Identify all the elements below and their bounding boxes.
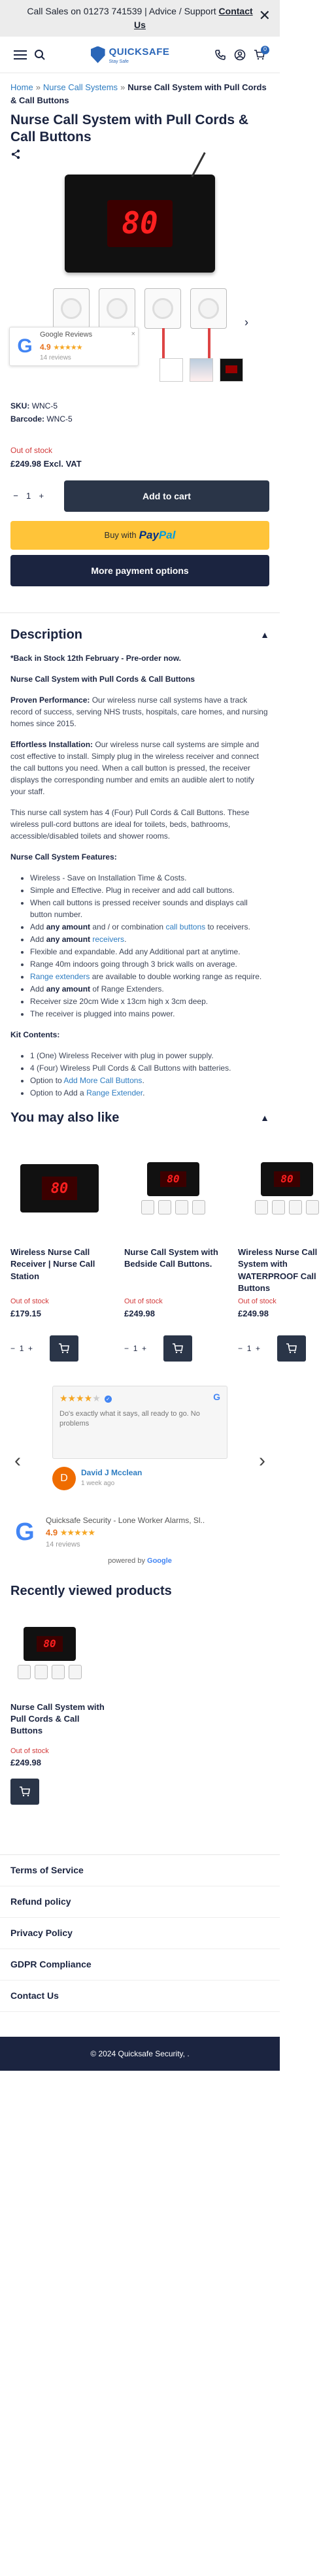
product-card[interactable]: 80 Nurse Call System with Bedside Call Buttons. Out of stock £249.98 − 1 + [124, 1139, 222, 1386]
site-header [0, 37, 280, 73]
cart-count-badge: 0 [261, 46, 269, 54]
avatar: D [52, 1467, 76, 1490]
google-logo-icon: G [17, 335, 33, 358]
product-image[interactable] [0, 170, 280, 333]
sku-row: SKU: WNC-5 [10, 401, 58, 410]
chevron-up-icon: ▲ [260, 629, 269, 640]
review-author[interactable]: David J Mcclean [81, 1468, 143, 1478]
copyright: © 2024 Quicksafe Security, . [0, 2037, 280, 2071]
google-reviews-widget[interactable]: G Google Reviews 4.9 ★★★★★ 14 reviews × [9, 327, 139, 366]
brand-logo[interactable]: QUICKSAFE Stay Safe [91, 45, 170, 65]
contact-us-link[interactable]: Contact Us [134, 6, 253, 30]
receivers-link[interactable]: receivers [92, 935, 125, 945]
add-more-call-buttons-link[interactable]: Add More Call Buttons [63, 1076, 143, 1086]
product-card[interactable]: 80 Nurse Call System with Pull Cords & Call Buttons Out of stock £249.98 [0, 1601, 119, 1805]
thumbnail[interactable] [220, 358, 243, 382]
review-text: Do's exactly what it says, all ready to go. No problems [59, 1410, 200, 1428]
breadcrumb-category[interactable]: Nurse Call Systems [42, 82, 118, 92]
product-price: £249.98 Excl. VAT [10, 458, 82, 469]
close-icon[interactable]: ✕ [258, 7, 271, 24]
product-name[interactable]: Wireless Nurse Call Receiver | Nurse Call Station [10, 1247, 95, 1281]
quantity-stepper[interactable]: − 1 + [238, 1344, 261, 1354]
menu-icon[interactable] [10, 45, 30, 65]
product-name[interactable]: Wireless Nurse Call System with WATERPROOF Call Buttons [238, 1247, 318, 1293]
call-buttons-link[interactable]: call buttons [165, 922, 206, 932]
add-to-cart-button[interactable]: Add to cart [64, 480, 269, 512]
footer-contact-link[interactable]: Contact Us [0, 1981, 280, 2012]
add-to-cart-button[interactable] [10, 1779, 39, 1805]
review-card [52, 1386, 227, 1459]
thumbnail[interactable] [190, 358, 213, 382]
product-name[interactable]: Nurse Call System with Bedside Call Buttons. [124, 1247, 218, 1269]
product-name[interactable]: Nurse Call System with Pull Cords & Call Buttons [10, 1701, 105, 1736]
footer-privacy-link[interactable]: Privacy Policy [0, 1918, 280, 1949]
phone-icon[interactable] [210, 45, 230, 65]
google-rating-badge[interactable]: G Quicksafe Security - Lone Worker Alarms, Sl.. 4.9 ★★★★★ 14 reviews [0, 1497, 280, 1553]
product-carousel [0, 1128, 318, 1386]
features-list: • Wireless - Save on Installation Time & Costs. • Simple and Effective. Plug in receiver and add call buttons. • When call buttons is pressed receiver sounds and displays call button number. • Add any amount and / or combination call buttons to receivers. • Add any amount receivers. • Flexible and expandable. Add any Additional part at anytime. • Range 40m indoors going through 3 brick walls on average. • Range extenders are available to double working range as require. • Add any amount of Range Extenders. • Receiver size 20cm Wide x 13cm high x 3cm deep. • The receiver is plugged into mains power. [10, 872, 269, 1020]
add-to-cart-button[interactable] [50, 1335, 78, 1362]
description-body: *Back in Stock 12th February - Pre-order now. Nurse Call System with Pull Cords & Call Buttons Proven Performance: Our wireless nurse call systems have a track record of success, serving NHS trusts, hospitals, care homes, and nursing homes since 2015. Effortless Installation: Our wireless nurse call systems are simple and cost effective to install. Simply plug in the wireless receiver and connect the call buttons you need. When a call button is pressed, the receiver displays the corresponding number and emits an audible alert to notify your staff. This nurse call system has 4 (Four) Pull Cords & Call Buttons. These wireless pull-cord buttons are ideal for toilets, beds, bathrooms, accessible/disabled toilets and shower rooms. Nurse Call System Features: • Wireless - Save on Installation Time & Costs. • Simple and Effective. Plug in receiver and add call buttons. • When call buttons is pressed receiver sounds and displays call button number. • Add any amount and / or combination call buttons to receivers. • Add any amount receivers. • Flexible and expandable. Add any Additional part at anytime. • Range 40m indoors going through 3 brick walls on average. • Range extenders are available to double working range as require. • Add any amount of Range Extenders. • Receiver size 20cm Wide x 13cm high x 3cm deep. • The receiver is plugged into mains power. Kit Contents: • 1 (One) Wireless Receiver with plug in power supply. • 4 (Four) Wireless Pull Cords & Call Buttons with batteries. • Option to Add More Call Buttons. • Option to Add a Range Extender. [0, 644, 280, 1099]
product-card[interactable]: 80 Wireless Nurse Call Receiver | Nurse Call Station Out of stock £179.15 − 1 + [10, 1139, 109, 1386]
kit-list: • 1 (One) Wireless Receiver with plug in power supply. • 4 (Four) Wireless Pull Cords & Call Buttons with batteries. • Option to Add More Call Buttons. • Option to Add a Range Extender. [10, 1050, 269, 1099]
quantity-stepper[interactable]: − 1 + [13, 491, 44, 501]
description-header[interactable]: Description ▲ [0, 612, 280, 644]
google-logo-icon: G [213, 1392, 220, 1403]
paypal-button[interactable]: Buy with PayPal [10, 521, 269, 550]
recently-viewed-heading: Recently viewed products [10, 1583, 172, 1598]
page-title: Nurse Call System with Pull Cords & Call Buttons [10, 112, 249, 144]
share-icon[interactable] [0, 149, 280, 170]
rating-stars: ★★★★★ [59, 1393, 101, 1404]
footer-links [0, 1854, 280, 2012]
product-card[interactable]: 80 Wireless Nurse Call System with WATERPROOF Call Buttons Out of stock £249.98 − 1 + [238, 1139, 336, 1386]
announcement-text: Call Sales on 01273 741539 | Advice / Support Contact Us [27, 6, 253, 30]
range-extenders-link[interactable]: Range extenders [30, 972, 90, 982]
range-extender-link[interactable]: Range Extender [86, 1088, 143, 1098]
stock-status: Out of stock [10, 445, 53, 455]
breadcrumb: Home » Nurse Call Systems » Nurse Call System with Pull Cords & Call Buttons [10, 82, 267, 105]
footer-gdpr-link[interactable]: GDPR Compliance [0, 1949, 280, 1981]
rating-stars: ★★★★★ [53, 343, 82, 352]
close-icon[interactable]: × [131, 329, 135, 338]
more-payment-options-button[interactable]: More payment options [10, 555, 269, 586]
quantity-stepper[interactable]: − 1 + [124, 1344, 147, 1354]
shield-icon [91, 46, 105, 63]
verified-icon: ✓ [105, 1396, 112, 1403]
next-image-icon[interactable]: › [244, 315, 248, 329]
thumbnail-strip [0, 329, 280, 382]
add-to-cart-button[interactable] [163, 1335, 192, 1362]
call-button-image [99, 288, 135, 329]
receiver-image: 80 [65, 175, 215, 273]
barcode-row: Barcode: WNC-5 [10, 414, 73, 424]
review-carousel [0, 1386, 280, 1497]
review-date: 1 week ago [81, 1480, 115, 1488]
search-icon[interactable] [30, 45, 50, 65]
breadcrumb-home[interactable]: Home [10, 82, 33, 92]
chevron-right-icon[interactable]: › [259, 1450, 265, 1472]
powered-by-google: powered by Google [108, 1557, 172, 1565]
cart-icon[interactable] [250, 45, 269, 65]
chevron-left-icon[interactable]: ‹ [14, 1450, 21, 1472]
breadcrumb-current: Nurse Call System with Pull Cords & Call Buttons [10, 82, 267, 105]
footer-terms-link[interactable]: Terms of Service [0, 1855, 280, 1886]
call-button-image [144, 288, 181, 329]
call-button-image [190, 288, 227, 329]
announcement-bar [0, 0, 280, 37]
call-button-image [53, 288, 90, 329]
google-logo-icon: G [15, 1518, 35, 1546]
quantity-stepper[interactable]: − 1 + [10, 1344, 33, 1354]
account-icon[interactable] [230, 45, 250, 65]
footer-refund-link[interactable]: Refund policy [0, 1886, 280, 1918]
rating-stars: ★★★★★ [59, 1528, 95, 1538]
chevron-up-icon: ▲ [260, 1112, 269, 1123]
also-like-header[interactable]: You may also like ▲ [10, 1111, 269, 1126]
add-to-cart-button[interactable] [277, 1335, 306, 1362]
thumbnail[interactable] [160, 358, 183, 382]
